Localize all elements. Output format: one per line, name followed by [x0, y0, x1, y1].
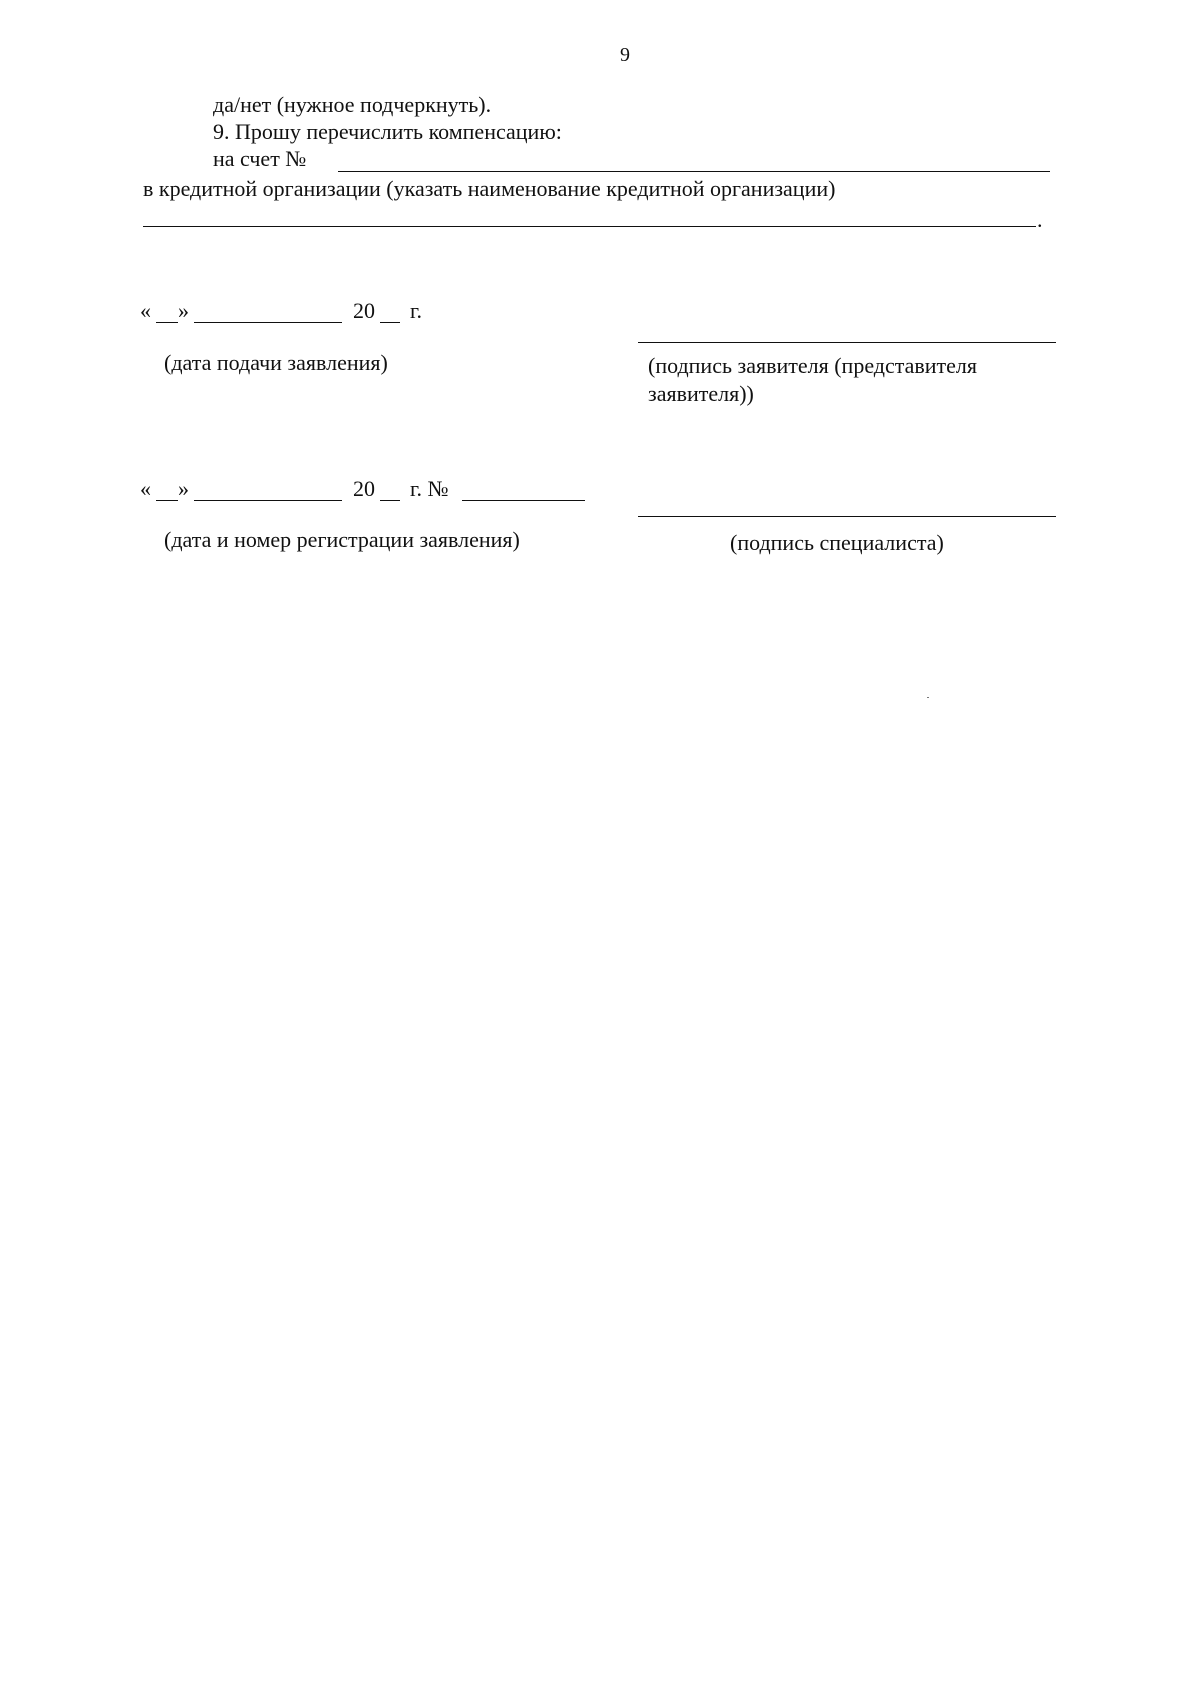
credit-org-name-line[interactable] [143, 226, 1036, 227]
line-end-period: . [1037, 207, 1043, 232]
quote-open: « [140, 476, 151, 501]
account-label: на счет № [213, 146, 307, 171]
quote-close: » [178, 476, 189, 501]
year-prefix: 20 [353, 476, 375, 501]
credit-org-label: в кредитной организации (указать наименование кредитной организации) [143, 176, 836, 201]
year-line[interactable] [380, 322, 400, 323]
applicant-signature-caption: (подпись заявителя (представителя заявителя)) [648, 353, 978, 406]
day-line[interactable] [156, 500, 178, 501]
year-suffix: г. № [410, 476, 449, 501]
month-line[interactable] [194, 500, 342, 501]
year-prefix: 20 [353, 298, 375, 323]
year-suffix: г. [410, 298, 423, 323]
quote-open: « [140, 298, 151, 323]
month-line[interactable] [194, 322, 342, 323]
specialist-signature-caption: (подпись специалиста) [730, 530, 944, 555]
specialist-signature-line[interactable] [638, 516, 1056, 517]
account-number-line[interactable] [338, 171, 1050, 172]
registration-number-line[interactable] [462, 500, 585, 501]
registration-caption: (дата и номер регистрации заявления) [164, 527, 520, 552]
submission-date-caption: (дата подачи заявления) [164, 350, 388, 375]
item-9-heading: 9. Прошу перечислить компенсацию: [213, 119, 562, 144]
scan-speck [927, 697, 929, 698]
quote-close: » [178, 298, 189, 323]
yes-no-line: да/нет (нужное подчеркнуть). [213, 92, 492, 117]
page-number: 9 [620, 44, 630, 66]
year-line[interactable] [380, 500, 400, 501]
day-line[interactable] [156, 322, 178, 323]
applicant-signature-line[interactable] [638, 342, 1056, 343]
